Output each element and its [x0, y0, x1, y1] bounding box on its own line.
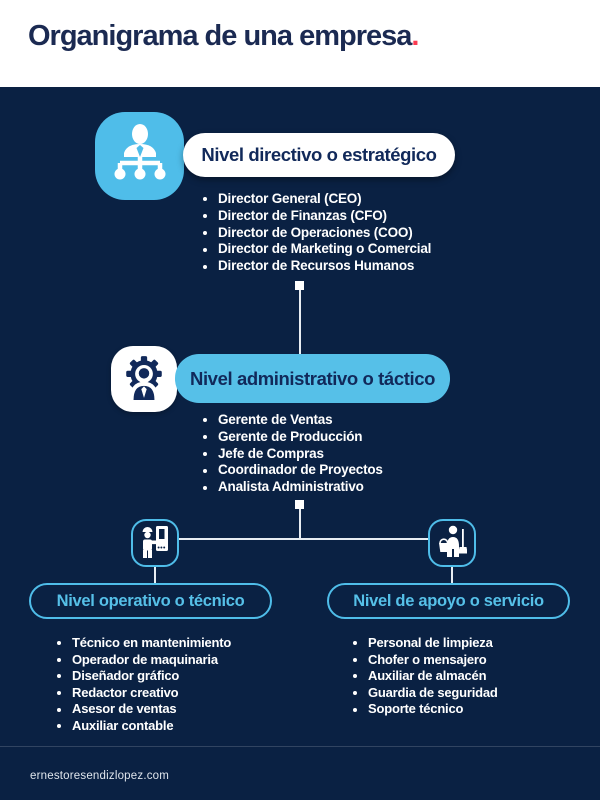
footer-website: ernestoresendizlopez.com — [30, 770, 170, 782]
list-item: Director de Marketing o Comercial — [202, 241, 431, 258]
list-item: Soporte técnico — [352, 701, 498, 718]
list-item: Chofer o mensajero — [352, 652, 498, 669]
list-item: Analista Administrativo — [202, 479, 383, 496]
level-operativo-label: Nivel operativo o técnico — [56, 591, 245, 610]
level-directivo-icon-box — [95, 112, 184, 200]
level-directivo-list — [202, 191, 431, 275]
cleaner-icon — [437, 525, 467, 562]
list-item: Redactor creativo — [56, 685, 231, 702]
list-item: Diseñador gráfico — [56, 668, 231, 685]
level-operativo-list — [56, 635, 231, 735]
list-item: Auxiliar contable — [56, 718, 231, 735]
level-apoyo-list — [352, 635, 498, 718]
footer-divider — [0, 746, 600, 747]
list-item: Personal de limpieza — [352, 635, 498, 652]
list-item: Técnico en mantenimiento — [56, 635, 231, 652]
branch-horizontal-line — [154, 538, 451, 540]
machine-operator-icon — [139, 524, 171, 563]
gear-person-icon — [121, 354, 167, 405]
list-item: Gerente de Producción — [202, 429, 383, 446]
level-operativo-icon-box — [131, 519, 179, 567]
level-administrativo-label: Nivel administrativo o táctico — [189, 367, 435, 389]
level-apoyo-label: Nivel de apoyo o servicio — [353, 591, 544, 610]
list-item: Coordinador de Proyectos — [202, 462, 383, 479]
title-period: . — [411, 20, 419, 52]
page-title-text: Organigrama de una empresa — [28, 20, 412, 52]
list-item: Director de Recursos Humanos — [202, 258, 431, 275]
branch-line-left — [154, 567, 156, 583]
list-item: Operador de maquinaria — [56, 652, 231, 669]
level-apoyo-pill — [327, 583, 570, 619]
cleaner-icon-box — [428, 519, 476, 567]
list-item: Jefe de Compras — [202, 446, 383, 463]
list-item: Auxiliar de almacén — [352, 668, 498, 685]
manager-hierarchy-icon — [112, 123, 168, 190]
connector-node-2 — [295, 500, 304, 509]
level-administrativo-list — [202, 412, 383, 496]
page-title — [28, 20, 418, 53]
level-administrativo-icon-box — [111, 346, 177, 412]
list-item: Director de Operaciones (COO) — [202, 225, 431, 242]
connector-line-1 — [299, 290, 301, 354]
level-operativo-pill — [29, 583, 272, 619]
level-directivo-label: Nivel directivo o estratégico — [201, 144, 437, 165]
list-item: Director General (CEO) — [202, 191, 431, 208]
list-item: Gerente de Ventas — [202, 412, 383, 429]
branch-line-right — [451, 567, 453, 583]
level-administrativo-pill — [175, 354, 450, 403]
header — [0, 0, 600, 87]
connector-line-2 — [299, 509, 301, 538]
level-directivo-pill — [183, 133, 455, 177]
list-item: Asesor de ventas — [56, 701, 231, 718]
list-item: Director de Finanzas (CFO) — [202, 208, 431, 225]
connector-node-1 — [295, 281, 304, 290]
list-item: Guardia de seguridad — [352, 685, 498, 702]
